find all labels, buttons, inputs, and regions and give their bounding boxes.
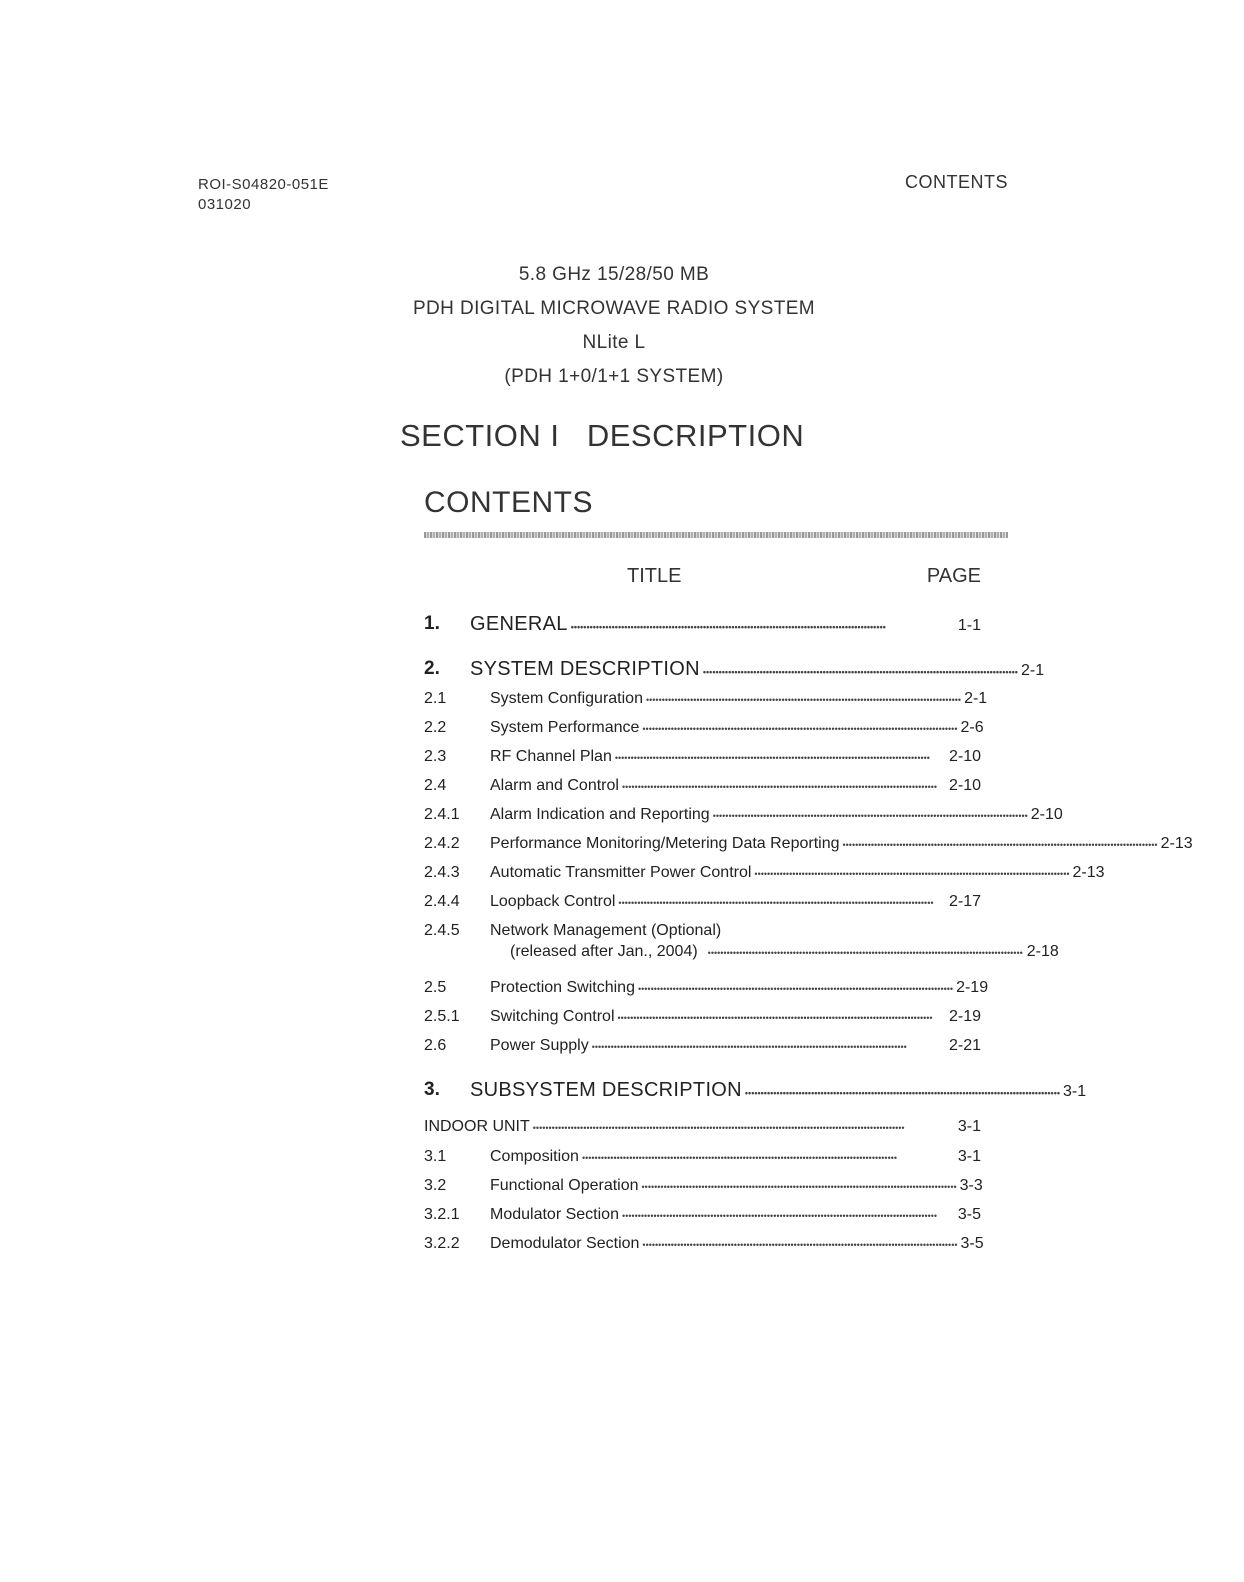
toc-label: Alarm Indication and Reporting <box>490 806 710 823</box>
toc-page: 2-18 <box>1026 943 1059 960</box>
toc-leader-dots: •••••••••••••••••••••••••••••••••••••••••••••••••••••••••••••••••••••••••••••••••••••••••••••••••••• <box>621 782 938 792</box>
toc-number: 2.4 <box>424 777 447 794</box>
toc-leader-dots: •••••••••••••••••••••••••••••••••••••••••••••••••••••••••••••••••••••••••••••••••••••••••••••••••••••••••••••••••••••• <box>532 1123 905 1133</box>
title-product: NLite L <box>582 332 646 353</box>
toc-page: 1-1 <box>957 617 981 634</box>
toc-label: Composition <box>490 1148 579 1165</box>
title-configuration: (PDH 1+0/1+1 SYSTEM) <box>504 366 724 387</box>
toc-entry-2-5-1[interactable] <box>424 1006 981 1028</box>
title-system: PDH DIGITAL MICROWAVE RADIO SYSTEM <box>412 298 816 319</box>
toc-label: Switching Control <box>490 1008 615 1025</box>
toc-entry-3-2[interactable] <box>424 1175 981 1197</box>
section-title: SECTION I DESCRIPTION <box>400 418 805 453</box>
toc-number: 2.2 <box>424 719 447 736</box>
toc-entry-3-2-1[interactable] <box>424 1204 981 1226</box>
toc-label: Demodulator Section <box>490 1235 640 1252</box>
toc-leader-dots: •••••••••••••••••••••••••••••••••••••••••••••••••••••••••••••••••••••••••••••••••••••••••••••••••••• <box>641 1182 957 1192</box>
toc-page: 3-1 <box>957 1148 981 1165</box>
toc-label: Modulator Section <box>490 1206 619 1223</box>
toc-entry-2-4-2[interactable] <box>424 833 1193 855</box>
toc-page: 2-13 <box>1072 864 1105 881</box>
toc-entry-indoor-unit[interactable] <box>424 1116 981 1138</box>
toc-page: 2-10 <box>1030 806 1063 823</box>
toc-entry-2-4-5[interactable] <box>424 920 1059 964</box>
toc-leader-dots: •••••••••••••••••••••••••••••••••••••••••••••••••••••••••••••••••••••••••••••••••••••••••••••••••••• <box>617 1013 933 1023</box>
column-header-page: PAGE <box>926 565 981 587</box>
toc-entry-3-2-2[interactable] <box>424 1233 984 1255</box>
toc-label: Network Management (Optional) <box>490 922 722 939</box>
toc-leader-dots: •••••••••••••••••••••••••••••••••••••••••••••••••••••••••••••••••••••••••••••••••••••••••••••••••••• <box>702 667 1018 677</box>
toc-number: 2.5 <box>424 979 447 996</box>
toc-label: Alarm and Control <box>490 777 619 794</box>
toc-leader-dots: •••••••••••••••••••••••••••••••••••••••••••••••••••••••••••••••••••••••••••••••••••••••••••••••••••• <box>618 898 934 908</box>
toc-page: 3-1 <box>1063 1083 1087 1100</box>
document-id-block <box>198 175 329 215</box>
toc-number: 2.4.5 <box>424 922 460 939</box>
toc-entry-2-1[interactable] <box>424 688 988 710</box>
toc-number: 2.4.1 <box>424 806 460 823</box>
toc-number: 2.1 <box>424 690 447 707</box>
toc-leader-dots: •••••••••••••••••••••••••••••••••••••••••••••••••••••••••••••••••••••••••••••••••••••••••••••••••••• <box>744 1088 1060 1098</box>
toc-page: 3-3 <box>959 1177 983 1194</box>
toc-label: System Performance <box>490 719 640 736</box>
title-frequency: 5.8 GHz 15/28/50 MB <box>518 264 710 285</box>
toc-leader-dots: •••••••••••••••••••••••••••••••••••••••••••••••••••••••••••••••••••••••••••••••••••••••••••••••••••• <box>637 984 954 994</box>
toc-number: 3.2.2 <box>424 1235 460 1252</box>
toc-page: 2-19 <box>956 979 989 996</box>
toc-entry-2-3[interactable] <box>424 746 981 768</box>
toc-label: SUBSYSTEM DESCRIPTION <box>470 1079 742 1101</box>
toc-entry-system-description[interactable] <box>424 657 1045 681</box>
toc-leader-dots: •••••••••••••••••••••••••••••••••••••••••••••••••••••••••••••••••••••••••••••••••••••••••••••••••••• <box>842 840 1158 850</box>
toc-leader-dots: •••••••••••••••••••••••••••••••••••••••••••••••••••••••••••••••••••••••••••••••••••••••••••••••••••• <box>570 622 886 632</box>
toc-label: Power Supply <box>490 1037 589 1054</box>
toc-entry-2-2[interactable] <box>424 717 984 739</box>
toc-entry-2-4-1[interactable] <box>424 804 1063 826</box>
toc-number: 2.4.2 <box>424 835 460 852</box>
toc-leader-dots: •••••••••••••••••••••••••••••••••••••••••••••••••••••••••••••••••••••••••••••••••••••••••••••••••••• <box>591 1042 907 1052</box>
toc-number: 2.4.4 <box>424 893 460 910</box>
toc-number: 2. <box>424 658 440 679</box>
toc-number: 3. <box>424 1079 440 1100</box>
toc-leader-dots: •••••••••••••••••••••••••••••••••••••••••••••••••••••••••••••••••••••••••••••••••••••••••••••••••••• <box>614 753 930 763</box>
toc-number: 3.2 <box>424 1177 447 1194</box>
toc-page: 2-6 <box>960 719 984 736</box>
toc-page: 2-10 <box>948 777 981 794</box>
toc-number: 2.5.1 <box>424 1008 460 1025</box>
toc-entry-subsystem-description[interactable] <box>424 1078 1087 1102</box>
toc-leader-dots: •••••••••••••••••••••••••••••••••••••••••••••••••••••••••••••••••••••••••••••••••••••••••••••••••••• <box>621 1211 938 1221</box>
toc-leader-dots: •••••••••••••••••••••••••••••••••••••••••••••••••••••••••••••••••••••••••••••••••••••••••••••••••••• <box>642 1240 958 1250</box>
toc-label: GENERAL <box>470 613 568 635</box>
toc-leader-dots: •••••••••••••••••••••••••••••••••••••••••••••••••••••••••••••••••••••••••••••••••••••••••••••••••••• <box>581 1153 898 1163</box>
toc-label: Functional Operation <box>490 1177 639 1194</box>
toc-label: SYSTEM DESCRIPTION <box>470 658 700 680</box>
toc-entry-2-4[interactable] <box>424 775 981 797</box>
contents-heading: CONTENTS <box>424 486 593 519</box>
toc-number: 3.1 <box>424 1148 447 1165</box>
toc-page: 3-1 <box>957 1118 981 1135</box>
toc-entry-2-4-3[interactable] <box>424 862 1105 884</box>
document-date: 031020 <box>198 196 252 213</box>
toc-label: INDOOR UNIT <box>424 1118 530 1135</box>
toc-number: 1. <box>424 613 440 634</box>
heading-rule <box>424 532 1008 538</box>
document-number: ROI-S04820-051E <box>198 176 329 193</box>
toc-entry-general[interactable] <box>424 612 981 636</box>
column-header-title: TITLE <box>627 565 682 587</box>
toc-entry-2-6[interactable] <box>424 1035 981 1057</box>
toc-leader-dots: •••••••••••••••••••••••••••••••••••••••••••••••••••••••••••••••••••••••••••••••••••••••••••••••••••• <box>642 724 958 734</box>
toc-number: 3.2.1 <box>424 1206 460 1223</box>
toc-label: RF Channel Plan <box>490 748 612 765</box>
toc-page: 3-5 <box>957 1206 981 1223</box>
toc-page: 3-5 <box>960 1235 984 1252</box>
toc-leader-dots: •••••••••••••••••••••••••••••••••••••••••••••••••••••••••••••••••••••••••••••••••••••••••••••••••••• <box>645 695 962 705</box>
toc-label: Automatic Transmitter Power Control <box>490 864 752 881</box>
toc-entry-2-5[interactable] <box>424 977 989 999</box>
toc-label: System Configuration <box>490 690 643 707</box>
running-header-contents: CONTENTS <box>905 172 1008 192</box>
toc-number: 2.3 <box>424 748 447 765</box>
toc-page: 2-17 <box>948 893 981 910</box>
toc-number: 2.6 <box>424 1037 447 1054</box>
toc-label: Performance Monitoring/Metering Data Reporting <box>490 835 840 852</box>
toc-page: 2-1 <box>1020 662 1045 679</box>
toc-page: 2-10 <box>948 748 981 765</box>
toc-label: Protection Switching <box>490 979 635 996</box>
toc-leader-dots: •••••••••••••••••••••••••••••••••••••••••••••••••••••••••••••••••••••••••••••••••••••••••••••••••••• <box>754 869 1070 879</box>
toc-page: 2-21 <box>948 1037 981 1054</box>
toc-page: 2-19 <box>948 1008 981 1025</box>
toc-leader-dots: •••••••••••••••••••••••••••••••••••••••••••••••••••••••••••••••••••••••••••••••••••••••••••••••••••• <box>712 811 1028 821</box>
toc-page: 2-13 <box>1160 835 1193 852</box>
toc-page: 2-1 <box>964 690 988 707</box>
toc-label-continuation: (released after Jan., 2004) <box>510 943 698 960</box>
toc-number: 2.4.3 <box>424 864 460 881</box>
toc-entry-3-1[interactable] <box>424 1146 981 1168</box>
toc-label: Loopback Control <box>490 893 616 910</box>
toc-leader-dots: •••••••••••••••••••••••••••••••••••••••••••••••••••••••••••••••••••••••••••••••••••••••••••••••••••• <box>707 948 1023 958</box>
toc-entry-2-4-4[interactable] <box>424 891 981 913</box>
